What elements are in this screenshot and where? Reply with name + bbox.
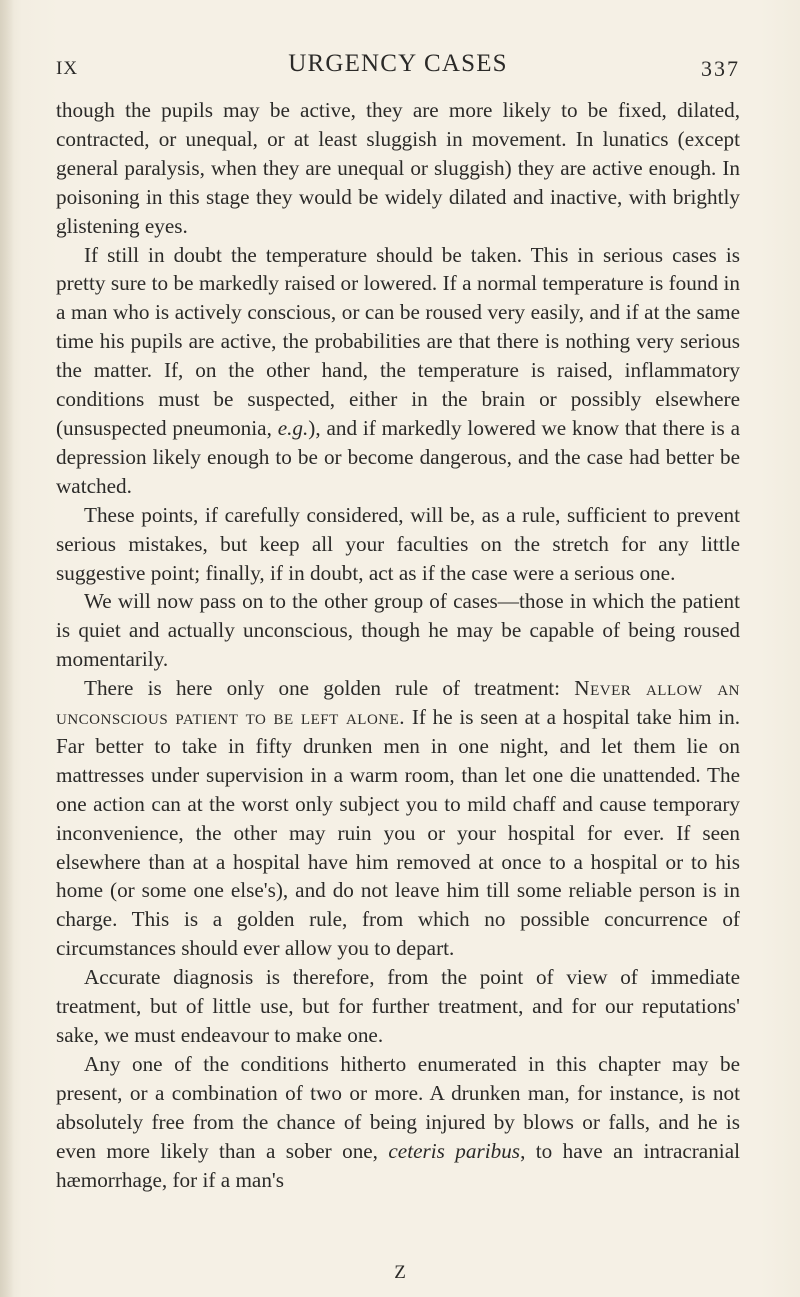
running-title: URGENCY CASES: [288, 50, 508, 77]
running-head: [56, 50, 740, 86]
text-run: There is here only one golden rule of treatment:: [84, 676, 575, 701]
text-run: Any one of the conditions hitherto enumerated in this chapter may be present, or a combination of two or more. A drunken man, for instance, is not absolutely free from the chance of being injured by blows or falls, and he is even more likely than a sober one,: [56, 1051, 740, 1163]
paragraph-points: These points, if carefully considered, will be, as a rule, sufficient to prevent serious mistakes, but keep all your faculties on the stretch for any little suggestive point; finally, if in doubt, act as if the case were a serious one.: [56, 502, 740, 585]
paragraph-diagnosis: Accurate diagnosis is therefore, from the point of view of immediate treatment, but of little use, but for further treatment, and for our reputations' sake, we must endeavour to make one.: [56, 965, 740, 1047]
text-run: If still in doubt the temperature should be taken. This in serious cases is pretty sure to be markedly raised or lowered. If a normal temperature is found in a man who is actively conscious, or can be roused very easily, and if at the same time his pupils are active, the probabilities are that there is nothing very serious the matter. If, on the other hand, the temperature is raised, inflammatory conditions must be suspected, either in the brain or possibly elsewhere (unsuspected pneumonia,: [56, 242, 740, 440]
text-run: , to have an intracranial hæmorrhage, for if a man's: [56, 1138, 740, 1192]
italic-latin-phrase: ceteris paribus: [388, 1138, 521, 1163]
text-run: If he is seen at a hospital take him in. Far better to take in fifty drunken men in one night, and let them lie on mattresses under supervision in a warm room, than let one die unattended. The one action can at the worst only subject you to mild chaff and cause temporary inconvenience, the other may ruin you or your hospital for ever. If seen elsewhere than at a hospital have him removed at once to a hospital or to his home (or some one else's), and do not leave him till some reliable person is in charge. This is a golden rule, from which no possible concurrence of circumstances should ever allow you to depart.: [56, 705, 741, 961]
printer-signature-mark: Z: [394, 1262, 406, 1283]
paragraph-conditions: [56, 1050, 740, 1195]
chapter-numeral: IX: [56, 58, 79, 79]
paragraph-continued: though the pupils may be active, they are more likely to be fixed, dilated, contracted, or unequal, or at least sluggish in movement. In lunatics (except general paralysis, when they are unequal or sluggish) they are active enough. In poisoning in this stage they would be widely dilated and inactive, with brightly glistening eyes.: [56, 98, 740, 238]
page-number: 337: [701, 56, 740, 81]
paragraph-other-group: We will now pass on to the other group of cases—those in which the patient is quiet and actually unconscious, though he may be capable of being roused momentarily.: [56, 589, 740, 672]
body-text: [56, 96, 740, 1194]
golden-rule-small-caps: Never allow an unconscious patient to be left alone.: [56, 676, 740, 730]
binding-shadow: [0, 0, 14, 1297]
paragraph-golden-rule: [56, 674, 740, 963]
paragraph-temperature: [56, 241, 740, 501]
text-run: ), and if markedly lowered we know that there is a depression likely enough to be or become dangerous, and the case had better be watched.: [56, 415, 740, 498]
italic-abbreviation: e.g.: [277, 415, 309, 440]
